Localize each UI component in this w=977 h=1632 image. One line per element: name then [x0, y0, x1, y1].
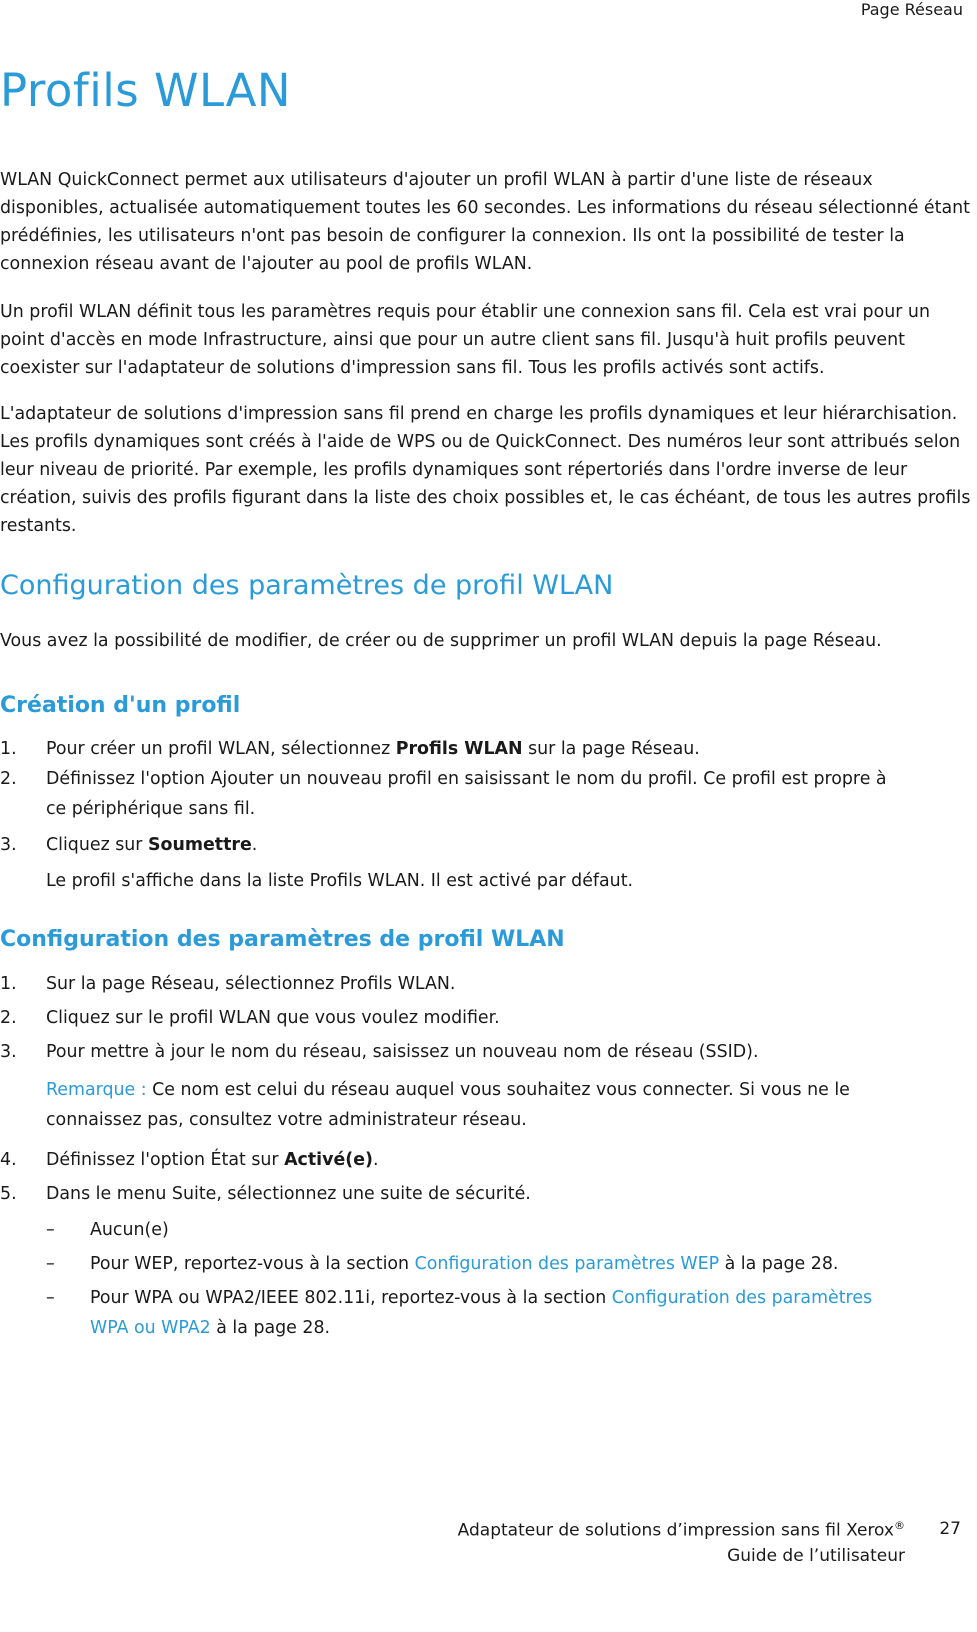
profils-wlan-bold: Profils WLAN [395, 739, 523, 759]
active-bold: Activé(e) [284, 1150, 373, 1170]
creation-result: Le profil s'affiche dans la liste Profils WLAN. Il est activé par défaut. [46, 871, 634, 891]
page-title: Profils WLAN [0, 64, 292, 117]
intro-paragraph-2: Un profil WLAN définit tous les paramètres requis pour établir une connexion sans fil. Cela est vrai pour un point d'accès en mode Infrastructure, ainsi que pour un autre client sans fil. Jusqu'à huit profils peuvent coexister sur l'adaptateur de solutions d'impression sans fil. Tous les profils activés sont actifs. [0, 302, 930, 378]
footer-subtitle: Guide de l’utilisateur [727, 1546, 905, 1566]
intro-paragraph-3: L'adaptateur de solutions d'impression sans fil prend en charge les profils dynamiques et leur hiérarchisation. Les profils dynamiques sont créés à l'aide de WPS ou de QuickConnect. Des numéros leur sont attribués selon leur niveau de priorité. Par exemple, les profils dynamiques sont répertoriés dans l'ordre inverse de leur création, suivis des profils figurant dans la liste des choix possibles et, le cas échéant, de tous les autres profils restants. [0, 404, 971, 536]
intro-paragraph-1: WLAN QuickConnect permet aux utilisateurs d'ajouter un profil WLAN à partir d'une liste de réseaux disponibles, actualisée automatiquement toutes les 60 secondes. Les informations du réseau sélectionné étant prédéfinies, les utilisateurs n'ont pas besoin de configurer la connexion. Ils ont la possibilité de tester la connexion réseau avant de l'ajouter au pool de profils WLAN. [0, 170, 970, 274]
wpa-settings-link[interactable]: Configuration des paramètres [611, 1288, 873, 1308]
creation-heading: Création d'un profil [0, 693, 241, 718]
config-note-cont: connaissez pas, consultez votre administrateur réseau. [46, 1110, 527, 1130]
creation-step-2-cont: ce périphérique sans fil. [46, 799, 256, 819]
step-number: 3. [0, 835, 17, 855]
suite-option-wpa-cont: WPA ou WPA2 à la page 28. [90, 1318, 331, 1338]
wep-settings-link[interactable]: Configuration des paramètres WEP [414, 1254, 720, 1274]
section-intro: Vous avez la possibilité de modifier, de créer ou de supprimer un profil WLAN depuis la page Réseau. [0, 631, 882, 651]
footer-title: Adaptateur de solutions d’impression sans fil Xerox® [457, 1519, 905, 1541]
wpa-settings-link-cont[interactable]: WPA ou WPA2 [90, 1318, 211, 1338]
note-label: Remarque : [46, 1080, 147, 1100]
config-heading: Configuration des paramètres de profil WLAN [0, 927, 565, 952]
config-note: Remarque : Ce nom est celui du réseau auquel vous souhaitez vous connecter. Si vous ne le [46, 1080, 850, 1100]
section-heading: Configuration des paramètres de profil WLAN [0, 570, 614, 601]
running-header: Page Réseau [860, 0, 963, 19]
soumettre-bold: Soumettre [147, 835, 252, 855]
page-number: 27 [939, 1519, 961, 1539]
step-number: 2. [0, 769, 17, 789]
step-number: 1. [0, 739, 17, 759]
